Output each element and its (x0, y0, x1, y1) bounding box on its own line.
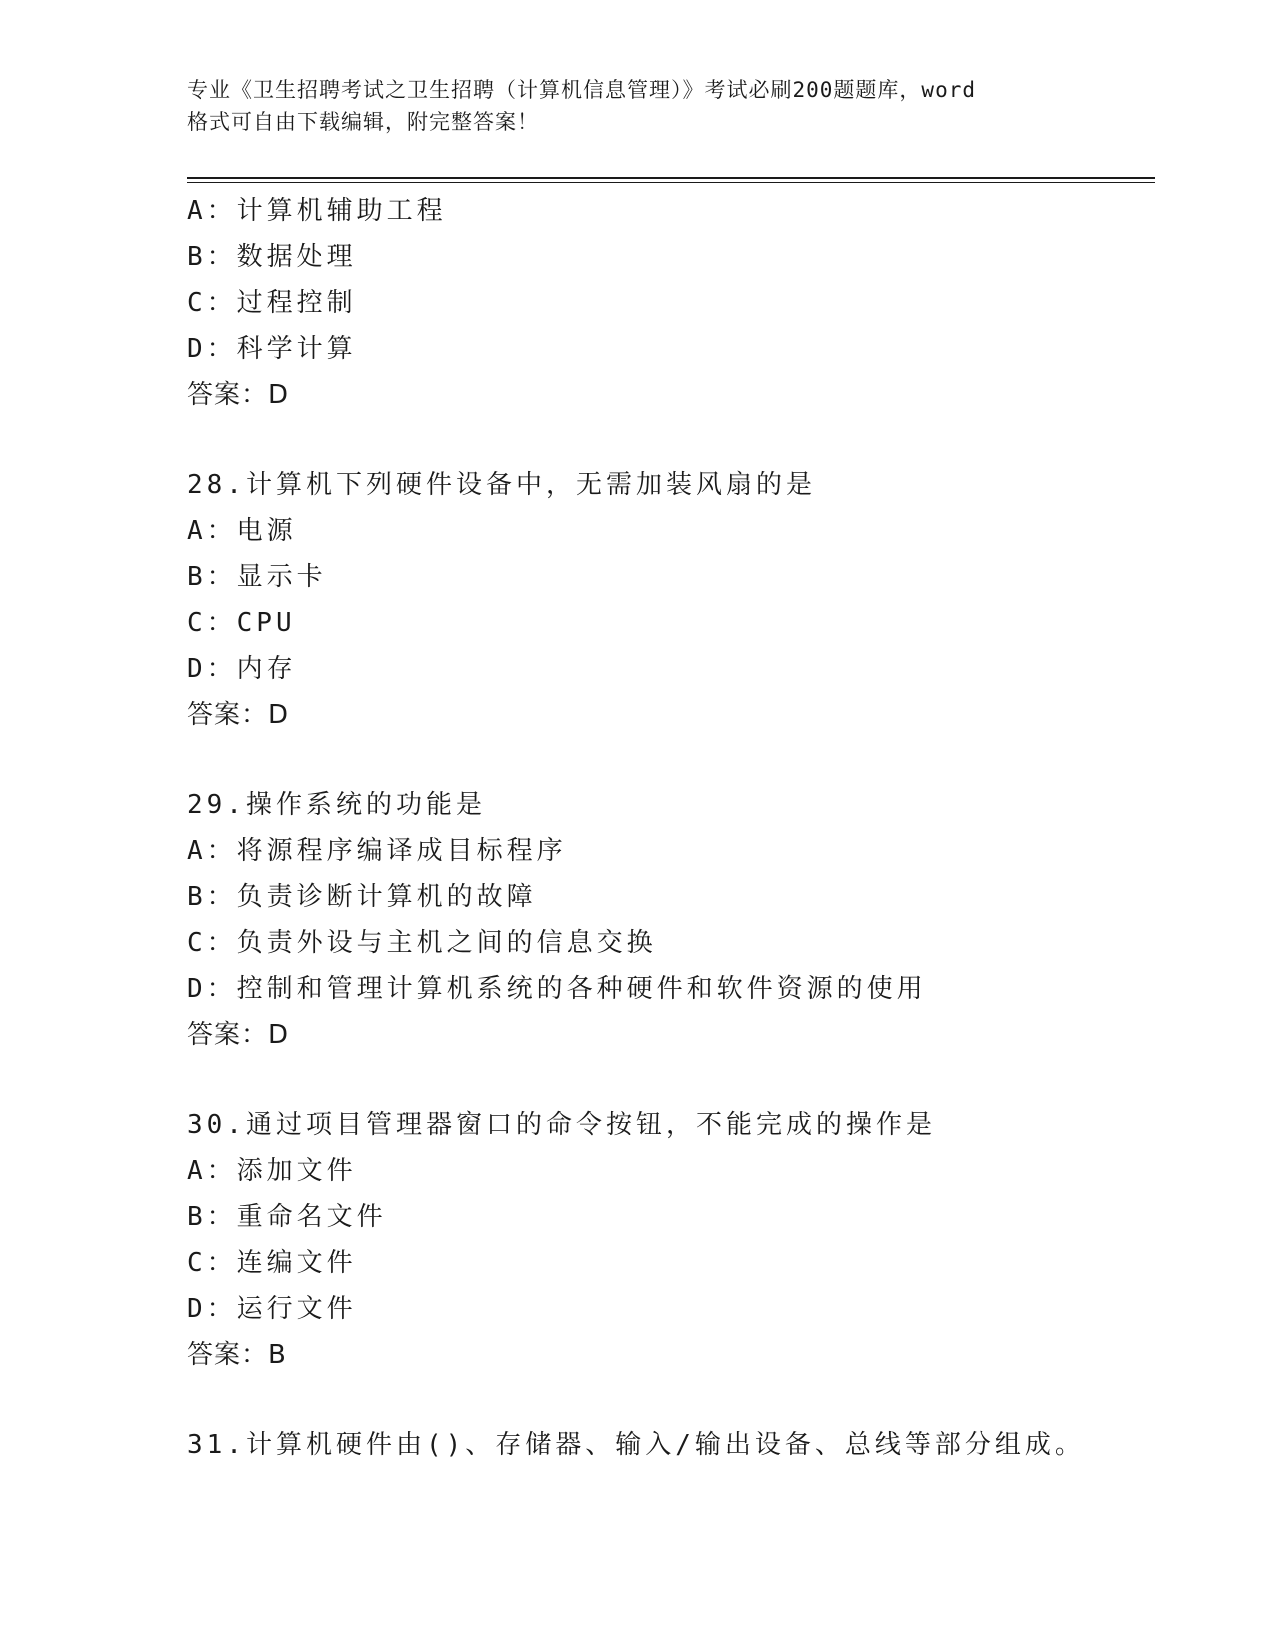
header-line-2: 格式可自由下载编辑，附完整答案！ (187, 110, 539, 134)
spacer (187, 1378, 1155, 1422)
option-b: B：重命名文件 (187, 1202, 387, 1232)
header-line-1: 专业《卫生招聘考试之卫生招聘（计算机信息管理）》考试必刷200题题库，word (187, 78, 976, 102)
option-a: A：将源程序编译成目标程序 (187, 836, 567, 866)
option-d: D：科学计算 (187, 334, 357, 364)
header-divider-thick (187, 177, 1155, 179)
option-d: D：内存 (187, 654, 297, 684)
spacer (187, 738, 1155, 782)
option-c: C：连编文件 (187, 1248, 357, 1278)
answer-line: 答案：D (187, 700, 290, 730)
option-a: A：添加文件 (187, 1156, 357, 1186)
question-text: 29.操作系统的功能是 (187, 790, 486, 820)
option-d: D：控制和管理计算机系统的各种硬件和软件资源的使用 (187, 974, 927, 1004)
answer-line: 答案：D (187, 380, 290, 410)
spacer (187, 1058, 1155, 1102)
question-text: 28.计算机下列硬件设备中，无需加装风扇的是 (187, 470, 816, 500)
option-c: C：负责外设与主机之间的信息交换 (187, 928, 657, 958)
question-block-29 (187, 782, 1155, 1058)
spacer (187, 418, 1155, 462)
question-block-28 (187, 462, 1155, 738)
answer-line: 答案：D (187, 1020, 290, 1050)
header-divider-thin (187, 182, 1155, 183)
option-b: B：数据处理 (187, 242, 357, 272)
question-block-27 (187, 188, 1155, 418)
question-block-30 (187, 1102, 1155, 1378)
answer-line: 答案：B (187, 1340, 287, 1370)
question-block-31 (187, 1422, 1155, 1468)
question-text: 30.通过项目管理器窗口的命令按钮，不能完成的操作是 (187, 1110, 936, 1140)
option-a: A：计算机辅助工程 (187, 196, 447, 226)
option-c: C：CPU (187, 608, 296, 638)
option-b: B：负责诊断计算机的故障 (187, 882, 537, 912)
option-b: B：显示卡 (187, 562, 327, 592)
option-d: D：运行文件 (187, 1294, 357, 1324)
document-header (187, 74, 1087, 138)
question-list (187, 188, 1155, 1468)
option-a: A：电源 (187, 516, 297, 546)
question-text: 31.计算机硬件由()、存储器、输入/输出设备、总线等部分组成。 (187, 1430, 1085, 1460)
option-c: C：过程控制 (187, 288, 357, 318)
